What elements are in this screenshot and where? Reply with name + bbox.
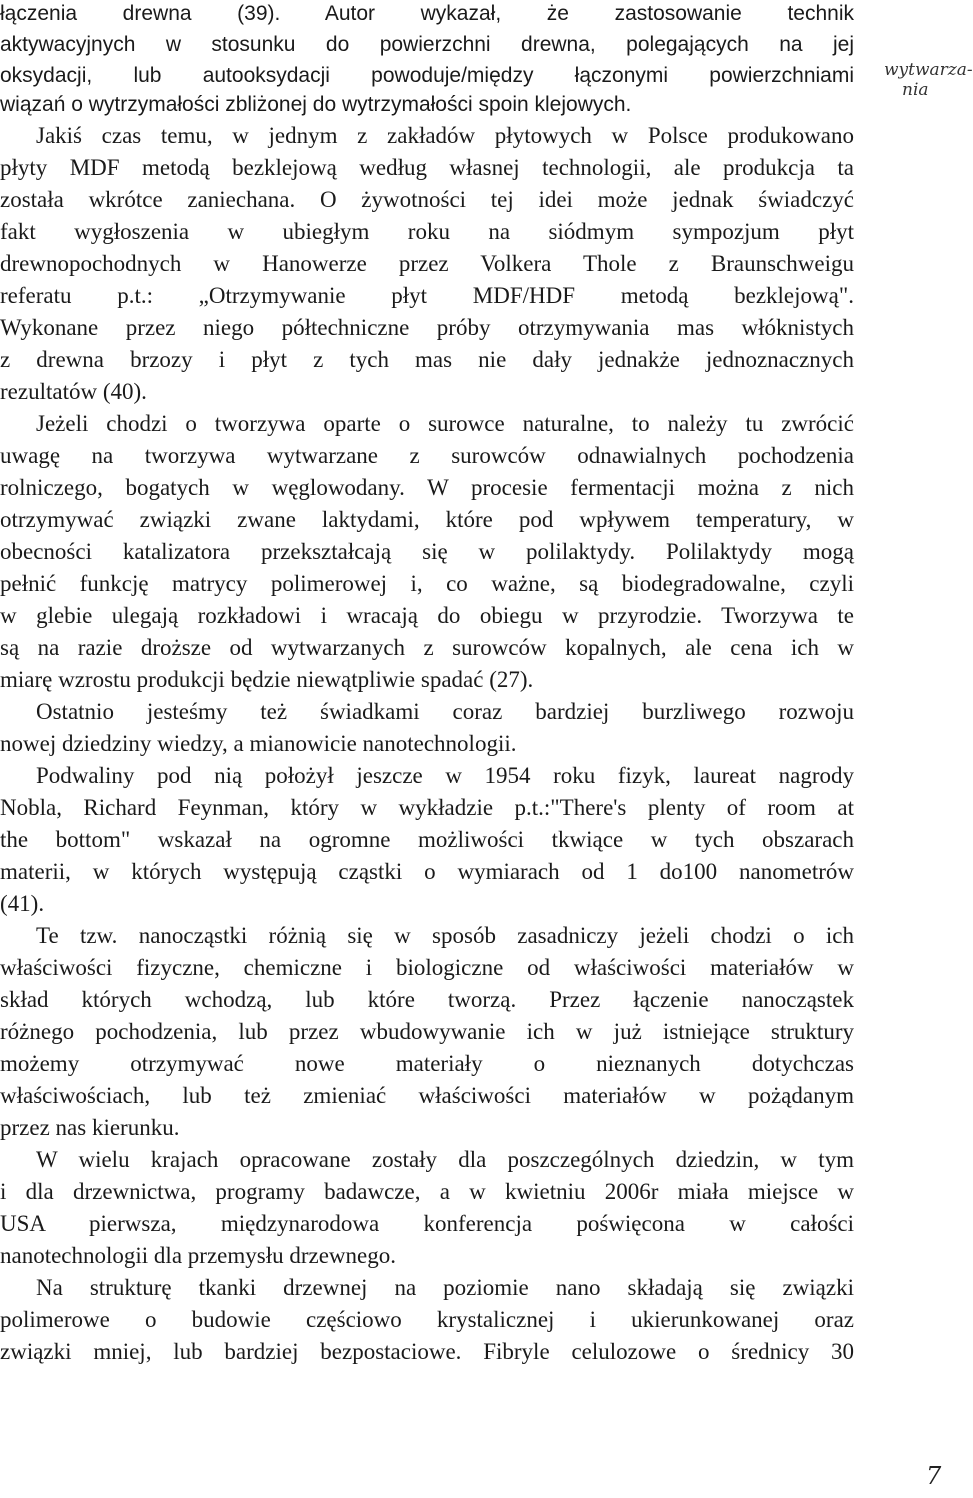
text-line-39: USA pierwsza, międzynarodowa konferencja poświęcona w całości — [0, 1211, 854, 1236]
text-line-3: oksydacji, lub autooksydacji powoduje/między łączonymi powierzchniami — [0, 64, 854, 87]
text-line-37: W wielu krajach opracowane zostały dla poszczególnych dziedzin, w tym — [36, 1147, 854, 1172]
text-line-18: obecności katalizatora przekształcają się w polilaktydy. Polilaktydy mogą — [0, 539, 854, 564]
handwritten-margin-note-line-2: nia — [902, 80, 929, 100]
text-line-14: Jeżeli chodzi o tworzywa oparte o surowce naturalne, to należy tu zwrócić — [36, 411, 854, 436]
text-line-24: nowej dziedziny wiedzy, a mianowicie nanotechnologii. — [0, 731, 517, 756]
text-line-41: Na strukturę tkanki drzewnej na poziomie nano składają się związki — [36, 1275, 854, 1300]
text-line-25: Podwaliny pod nią położył jeszcze w 1954 roku fizyk, laureat nagrody — [36, 763, 854, 788]
text-line-27: the bottom" wskazał na ogromne możliwości tkwiące w tych obszarach — [0, 827, 854, 852]
text-line-22: miarę wzrostu produkcji będzie niewątpliwie spadać (27). — [0, 667, 534, 692]
text-line-28: materii, w których występują cząstki o wymiarach od 1 do100 nanometrów — [0, 859, 854, 884]
text-line-10: referatu p.t.: „Otrzymywanie płyt MDF/HDF metodą bezklejową". — [0, 283, 854, 308]
text-line-32: skład których wchodzą, lub które tworzą. Przez łączenie nanocząstek — [0, 987, 854, 1012]
text-line-5: Jakiś czas temu, w jednym z zakładów płytowych w Polsce produkowano — [36, 123, 854, 148]
text-line-16: rolniczego, bogatych w węglowodany. W procesie fermentacji można z nich — [0, 475, 854, 500]
text-line-9: drewnopochodnych w Hanowerze przez Volkera Thole z Braunschweigu — [0, 251, 854, 276]
handwritten-margin-note-line-1: wytwarza- — [884, 60, 973, 80]
text-line-6: płyty MDF metodą bezklejową według własnej technologii, ale produkcja ta — [0, 155, 854, 180]
text-line-12: z drewna brzozy i płyt z tych mas nie dały jednakże jednoznacznych — [0, 347, 854, 372]
text-line-38: i dla drzewnictwa, programy badawcze, a w kwietniu 2006r miała miejsce w — [0, 1179, 854, 1204]
text-line-13: rezultatów (40). — [0, 379, 147, 404]
text-line-36: przez nas kierunku. — [0, 1115, 180, 1140]
text-line-15: uwagę na tworzywa wytwarzane z surowców odnawialnych pochodzenia — [0, 443, 854, 468]
text-line-29: (41). — [0, 891, 45, 916]
text-line-43: związki mniej, lub bardziej bezpostaciowe. Fibryle celulozowe o średnicy 30 — [0, 1339, 854, 1364]
text-line-19: pełnić funkcję matrycy polimerowej i, co ważne, są biodegradowalne, czyli — [0, 571, 854, 596]
text-line-1: łączenia drewna (39). Autor wykazał, że zastosowanie technik — [0, 2, 854, 25]
page-number: 7 — [926, 1462, 942, 1490]
text-line-42: polimerowe o budowie częściowo krystalicznej i ukierunkowanej oraz — [0, 1307, 854, 1332]
text-line-26: Nobla, Richard Feynman, który w wykładzie p.t.:"There's plenty of room at — [0, 795, 854, 820]
text-line-11: Wykonane przez niego półtechniczne próby otrzymywania mas włóknistych — [0, 315, 854, 340]
text-line-2: aktywacyjnych w stosunku do powierzchni drewna, polegających na jej — [0, 33, 854, 56]
text-line-30: Te tzw. nanocząstki różnią się w sposób zasadniczy jeżeli chodzi o ich — [36, 923, 854, 948]
text-line-7: została wkrótce zaniechana. O żywotności tej idei może jednak świadczyć — [0, 187, 854, 212]
text-line-40: nanotechnologii dla przemysłu drzewnego. — [0, 1243, 396, 1268]
text-line-17: otrzymywać związki zwane laktydami, które pod wpływem temperatury, w — [0, 507, 854, 532]
text-line-20: w glebie ulegają rozkładowi i wracają do obiegu w przyrodzie. Tworzywa te — [0, 603, 854, 628]
text-line-34: możemy otrzymywać nowe materiały o nieznanych dotychczas — [0, 1051, 854, 1076]
text-line-23: Ostatnio jesteśmy też świadkami coraz bardziej burzliwego rozwoju — [36, 699, 854, 724]
text-line-4: wiązań o wytrzymałości zbliżonej do wytrzymałości spoin klejowych. — [0, 93, 632, 116]
text-line-35: właściwościach, lub też zmieniać właściwości materiałów w pożądanym — [0, 1083, 854, 1108]
text-line-8: fakt wygłoszenia w ubiegłym roku na siódmym sympozjum płyt — [0, 219, 854, 244]
text-line-31: właściwości fizyczne, chemiczne i biologiczne od właściwości materiałów w — [0, 955, 854, 980]
text-line-21: są na razie droższe od wytwarzanych z surowców kopalnych, ale cena ich w — [0, 635, 854, 660]
text-line-33: różnego pochodzenia, lub przez wbudowywanie ich w już istniejące struktury — [0, 1019, 854, 1044]
